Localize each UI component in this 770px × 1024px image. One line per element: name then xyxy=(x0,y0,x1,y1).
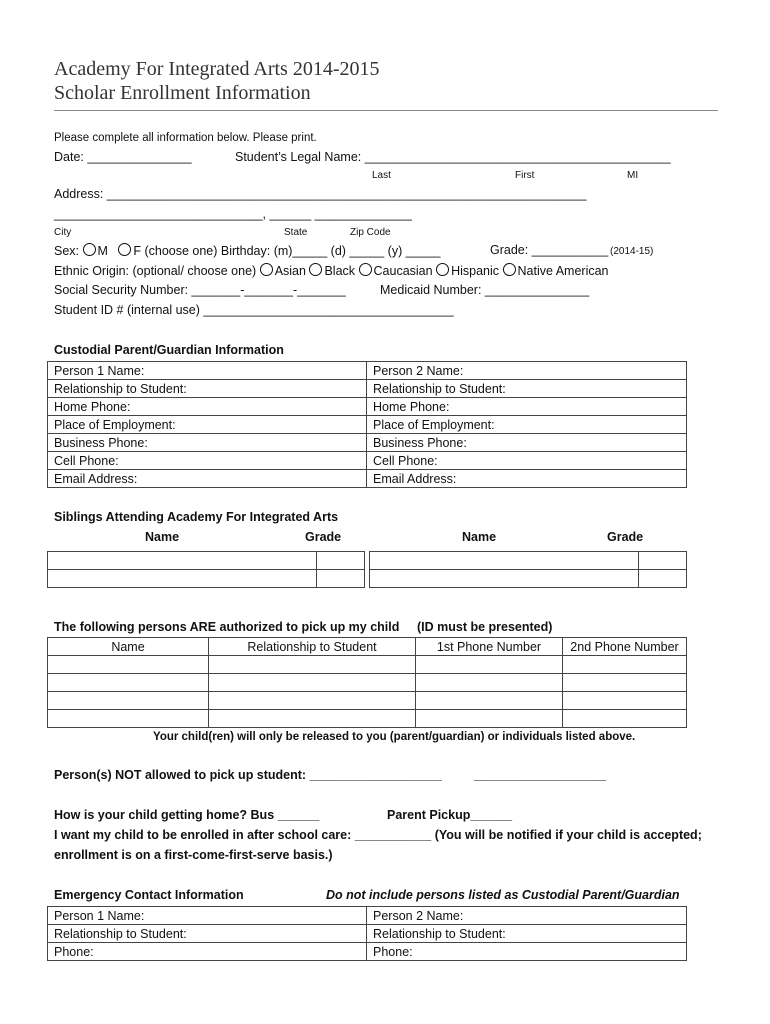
ethnic-option-hispanic: Hispanic xyxy=(451,264,500,278)
pickup-cell[interactable] xyxy=(416,656,563,674)
table-row xyxy=(48,570,687,588)
table-row xyxy=(48,552,687,570)
date-field[interactable]: Date: _______________ xyxy=(54,150,192,164)
table-row xyxy=(48,398,687,416)
pickup-cell[interactable] xyxy=(416,710,563,728)
custodial-p2-relationship[interactable]: Relationship to Student: xyxy=(367,380,687,398)
form-subtitle: Scholar Enrollment Information xyxy=(54,82,311,104)
sibling-3-name[interactable] xyxy=(370,552,639,570)
ethnic-option-black: Black xyxy=(324,264,356,278)
grade-field[interactable]: Grade: ___________ xyxy=(490,243,609,257)
custodial-p1-home-phone[interactable]: Home Phone: xyxy=(48,398,367,416)
pickup-cell[interactable] xyxy=(563,656,687,674)
pickup-table xyxy=(47,637,687,728)
table-row xyxy=(48,470,687,488)
not-allowed-field[interactable]: Person(s) NOT allowed to pick up student: ___________________ xyxy=(54,768,442,782)
table-row xyxy=(48,638,687,656)
release-note: Your child(ren) will only be released to you (parent/guardian) or individuals listed above. xyxy=(153,731,636,743)
name-part-first: First xyxy=(515,170,535,181)
emergency-p2-phone[interactable]: Phone: xyxy=(367,943,687,961)
pickup-id-note: (ID must be presented) xyxy=(417,620,553,634)
custodial-p2-business-phone[interactable]: Business Phone: xyxy=(367,434,687,452)
sibling-4-grade[interactable] xyxy=(638,570,686,588)
address-line2-field[interactable]: ______________________________, ______ ______________ xyxy=(54,207,413,221)
custodial-p1-business-phone[interactable]: Business Phone: xyxy=(48,434,367,452)
sibling-2-grade[interactable] xyxy=(316,570,364,588)
custodial-p2-email[interactable]: Email Address: xyxy=(367,470,687,488)
emergency-note: Do not include persons listed as Custodial Parent/Guardian xyxy=(326,888,680,902)
address-part-city: City xyxy=(54,227,72,238)
pickup-cell[interactable] xyxy=(416,674,563,692)
after-school-note: enrollment is on a first-come-first-serve basis.) xyxy=(54,848,333,862)
getting-home-field[interactable]: How is your child getting home? Bus ______ xyxy=(54,808,320,822)
pickup-cell[interactable] xyxy=(48,656,209,674)
parent-pickup-field[interactable]: Parent Pickup______ xyxy=(387,808,513,822)
pickup-col-name: Name xyxy=(48,638,209,656)
sex-option-m: M xyxy=(97,244,108,258)
siblings-col-name-2: Name xyxy=(462,530,497,544)
sibling-1-grade[interactable] xyxy=(316,552,364,570)
sibling-3-grade[interactable] xyxy=(638,552,686,570)
birthday-field[interactable]: Birthday: (m)_____ (d) _____ (y) _____ xyxy=(220,244,441,258)
name-part-mi: MI xyxy=(627,170,639,181)
emergency-p1-name[interactable]: Person 1 Name: xyxy=(48,907,367,925)
table-row xyxy=(48,710,687,728)
pickup-col-relationship: Relationship to Student xyxy=(209,638,416,656)
ethnic-option-caucasian: Caucasian xyxy=(373,264,433,278)
pickup-col-phone-1: 1st Phone Number xyxy=(416,638,563,656)
table-row xyxy=(48,656,687,674)
pickup-cell[interactable] xyxy=(48,710,209,728)
pickup-cell[interactable] xyxy=(563,692,687,710)
radio-ethnic-caucasian[interactable] xyxy=(359,263,372,276)
siblings-heading: Siblings Attending Academy For Integrated Arts xyxy=(54,510,339,524)
ethnic-option-native-american: Native American xyxy=(517,264,609,278)
custodial-p1-name[interactable]: Person 1 Name: xyxy=(48,362,367,380)
ssn-field[interactable]: Social Security Number: _______-_______-_______ xyxy=(54,283,346,297)
custodial-p2-name[interactable]: Person 2 Name: xyxy=(367,362,687,380)
custodial-table xyxy=(47,361,687,488)
pickup-col-phone-2: 2nd Phone Number xyxy=(563,638,687,656)
pickup-cell[interactable] xyxy=(209,674,416,692)
instructions: Please complete all information below. Please print. xyxy=(54,132,317,144)
ethnic-option-asian: Asian xyxy=(274,264,306,278)
custodial-p2-employment[interactable]: Place of Employment: xyxy=(367,416,687,434)
emergency-p1-phone[interactable]: Phone: xyxy=(48,943,367,961)
table-row xyxy=(48,692,687,710)
custodial-p2-home-phone[interactable]: Home Phone: xyxy=(367,398,687,416)
siblings-col-grade-2: Grade xyxy=(607,530,644,544)
sex-row xyxy=(54,243,440,258)
siblings-col-name-1: Name xyxy=(145,530,180,544)
address-part-zip: Zip Code xyxy=(350,227,391,238)
form-title: Academy For Integrated Arts 2014-2015 xyxy=(54,58,380,80)
emergency-p2-name[interactable]: Person 2 Name: xyxy=(367,907,687,925)
radio-sex-m[interactable] xyxy=(83,243,96,256)
student-id-field[interactable]: Student ID # (internal use) ____________________________________ xyxy=(54,303,454,317)
medicaid-field[interactable]: Medicaid Number: _______________ xyxy=(380,283,590,297)
pickup-cell[interactable] xyxy=(563,674,687,692)
table-row xyxy=(48,943,687,961)
emergency-p1-relationship[interactable]: Relationship to Student: xyxy=(48,925,367,943)
sex-option-f: F (choose one) xyxy=(133,244,218,258)
title-divider xyxy=(54,110,718,111)
not-allowed-blank[interactable]: ___________________ xyxy=(474,768,607,782)
custodial-p1-relationship[interactable]: Relationship to Student: xyxy=(48,380,367,398)
custodial-p1-employment[interactable]: Place of Employment: xyxy=(48,416,367,434)
table-row xyxy=(48,434,687,452)
name-part-last: Last xyxy=(372,170,391,181)
pickup-cell[interactable] xyxy=(48,674,209,692)
emergency-p2-relationship[interactable]: Relationship to Student: xyxy=(367,925,687,943)
ethnic-label: Ethnic Origin: (optional/ choose one) xyxy=(54,264,257,278)
radio-ethnic-black[interactable] xyxy=(309,263,322,276)
table-row xyxy=(48,452,687,470)
custodial-p1-email[interactable]: Email Address: xyxy=(48,470,367,488)
pickup-cell[interactable] xyxy=(209,692,416,710)
custodial-p2-cell-phone[interactable]: Cell Phone: xyxy=(367,452,687,470)
siblings-table xyxy=(47,551,687,588)
pickup-cell[interactable] xyxy=(48,692,209,710)
ethnic-row xyxy=(54,263,609,278)
grade-year: (2014-15) xyxy=(610,246,654,257)
emergency-table xyxy=(47,906,687,961)
table-row xyxy=(48,416,687,434)
siblings-col-grade-1: Grade xyxy=(305,530,342,544)
table-row xyxy=(48,362,687,380)
table-row xyxy=(48,380,687,398)
custodial-p1-cell-phone[interactable]: Cell Phone: xyxy=(48,452,367,470)
radio-ethnic-native-american[interactable] xyxy=(503,263,516,276)
sibling-2-name[interactable] xyxy=(48,570,317,588)
table-row xyxy=(48,925,687,943)
radio-sex-f[interactable] xyxy=(118,243,131,256)
address-field[interactable]: Address: _____________________________________________________________________ xyxy=(54,187,587,201)
after-school-field[interactable]: I want my child to be enrolled in after school care: ___________ (You will be notified if your child is accepted; xyxy=(54,828,702,842)
pickup-cell[interactable] xyxy=(563,710,687,728)
sex-label: Sex: xyxy=(54,244,80,258)
sibling-4-name[interactable] xyxy=(370,570,639,588)
legal-name-field[interactable]: Student’s Legal Name: ____________________________________________ xyxy=(235,150,671,164)
radio-ethnic-asian[interactable] xyxy=(260,263,273,276)
table-row xyxy=(48,674,687,692)
pickup-cell[interactable] xyxy=(416,692,563,710)
table-row xyxy=(48,907,687,925)
pickup-heading: The following persons ARE authorized to pick up my child xyxy=(54,620,400,634)
custodial-heading: Custodial Parent/Guardian Information xyxy=(54,343,284,357)
address-part-state: State xyxy=(284,227,308,238)
pickup-cell[interactable] xyxy=(209,656,416,674)
radio-ethnic-hispanic[interactable] xyxy=(436,263,449,276)
pickup-cell[interactable] xyxy=(209,710,416,728)
sibling-1-name[interactable] xyxy=(48,552,317,570)
emergency-heading: Emergency Contact Information xyxy=(54,888,244,902)
